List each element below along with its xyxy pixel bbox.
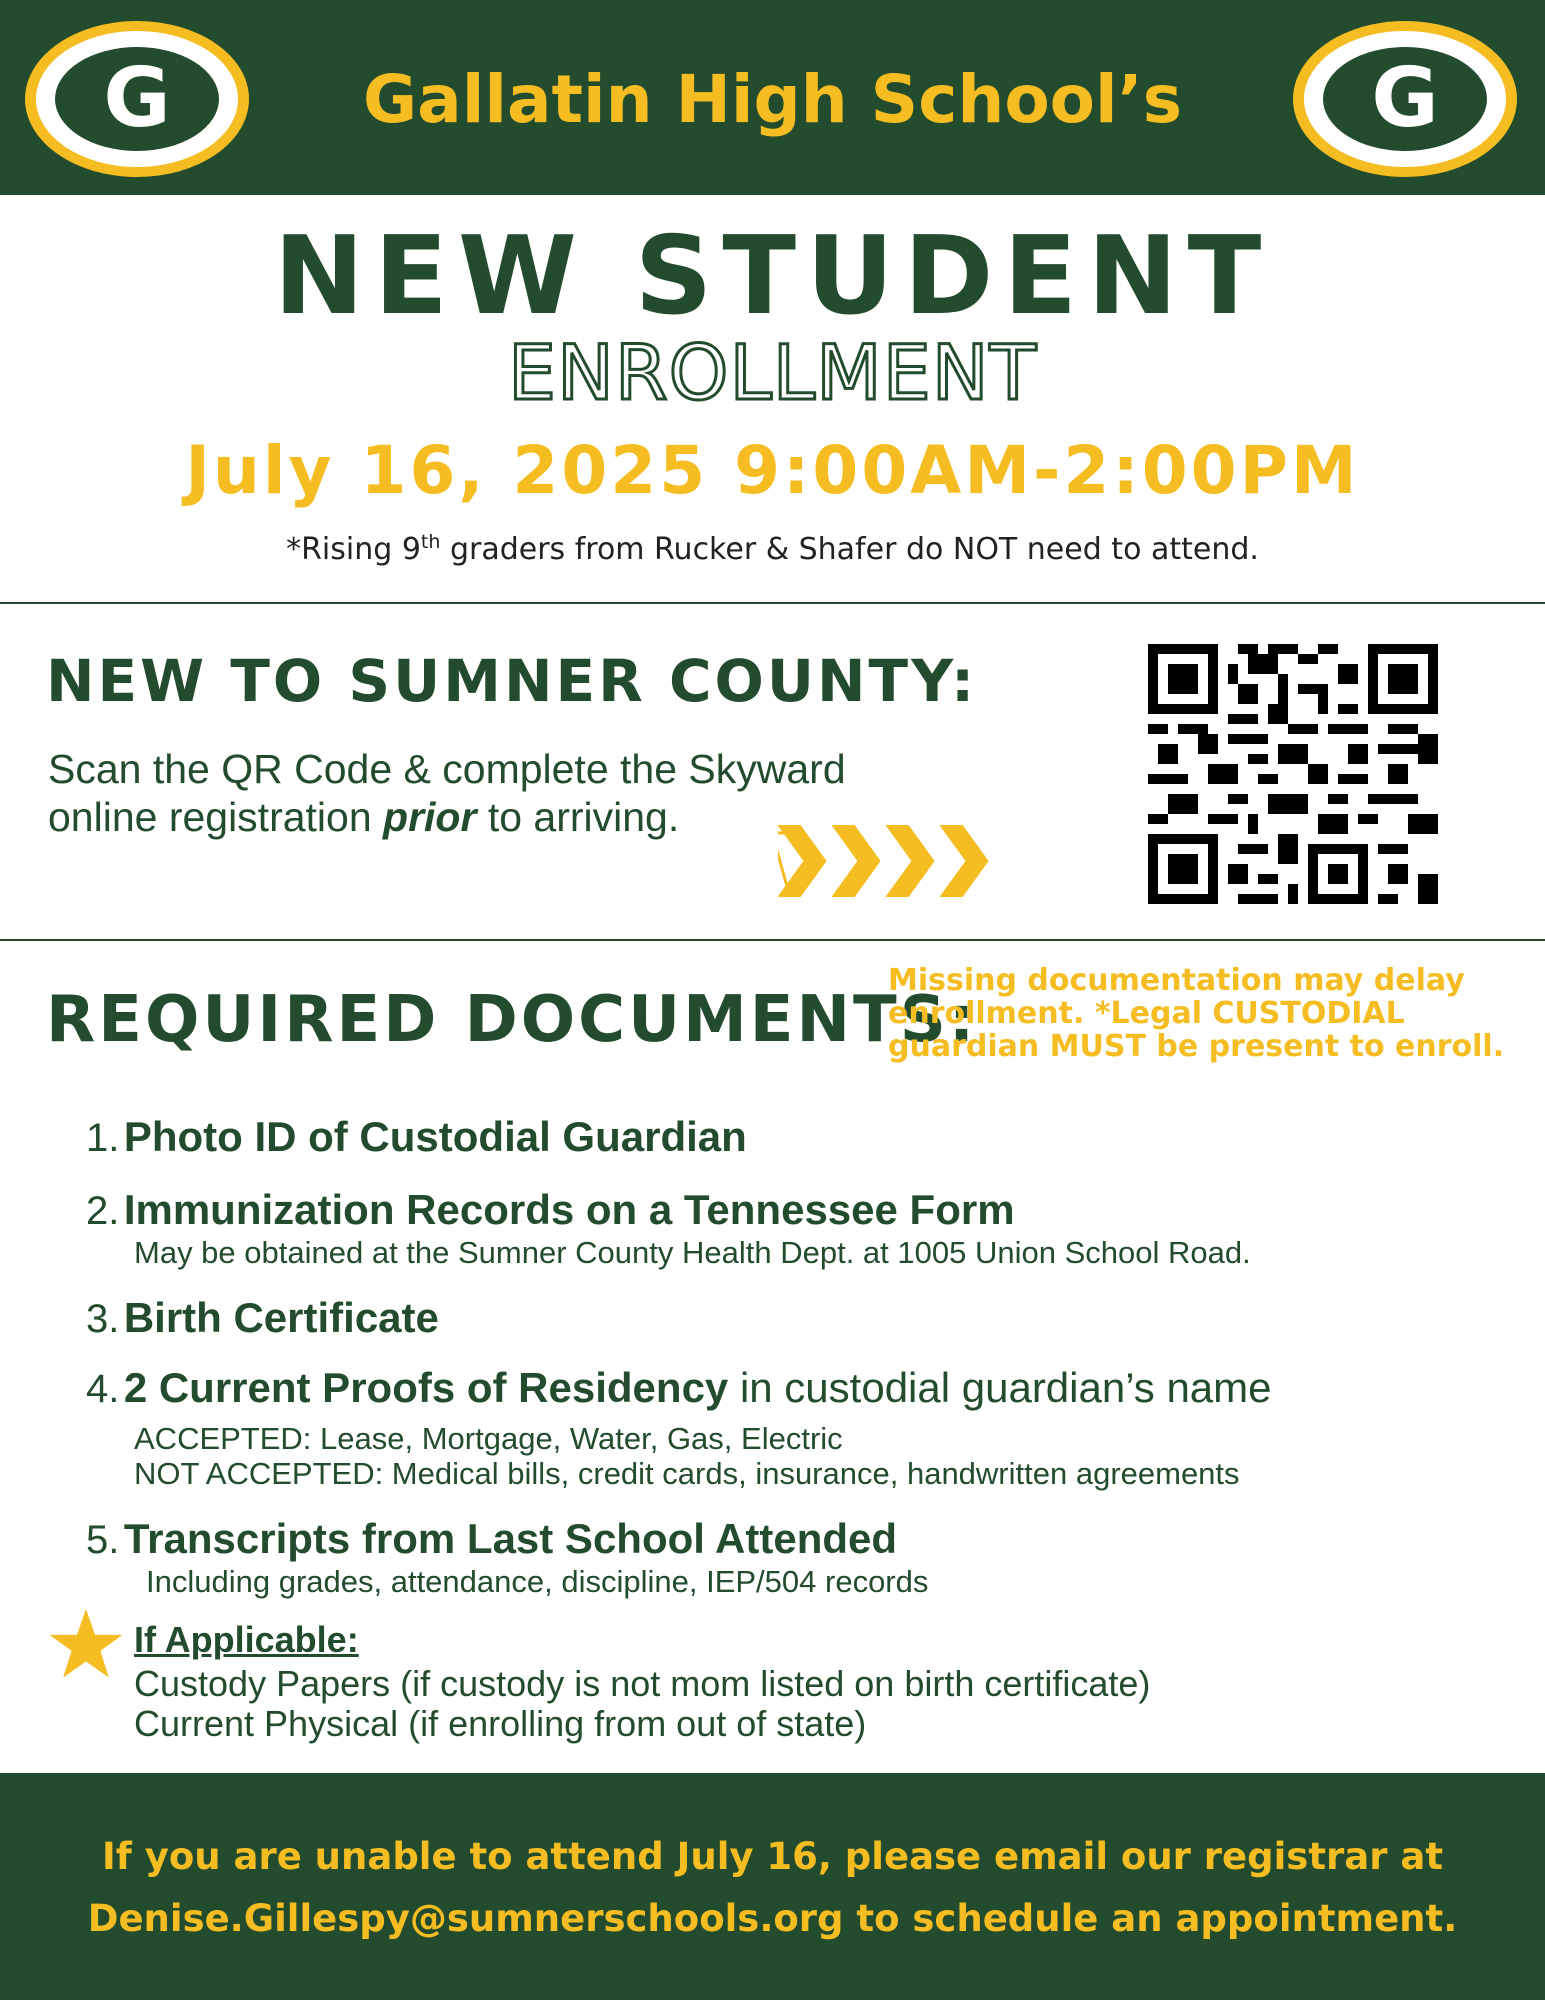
footer-band — [0, 1773, 1545, 2000]
attendance-note: *Rising 9th graders from Rucker & Shafer do NOT need to attend. — [286, 531, 1259, 567]
page-title: NEW STUDENT — [273, 214, 1272, 339]
scan-instruction-line-1: Scan the QR Code & complete the Skyward — [48, 746, 846, 792]
list-item-detail: ACCEPTED: Lease, Mortgage, Water, Gas, Electric — [134, 1421, 843, 1456]
footer-text-line-1: If you are unable to attend July 16, please email our registrar at — [101, 1835, 1444, 1878]
if-applicable-item: Current Physical (if enrolling from out of state) — [134, 1703, 867, 1744]
list-item: 1. Photo ID of Custodial Guardian — [86, 1113, 747, 1160]
list-item: 2. Immunization Records on a Tennessee Form — [86, 1186, 1015, 1233]
required-documents-heading: REQUIRED DOCUMENTS: — [46, 983, 978, 1057]
list-item: 3. Birth Certificate — [86, 1294, 439, 1341]
list-item-detail: NOT ACCEPTED: Medical bills, credit cards, insurance, handwritten agreements — [134, 1456, 1240, 1491]
qr-code[interactable] — [1148, 643, 1438, 905]
school-title: Gallatin High School’s — [362, 61, 1182, 138]
page-subtitle: ENROLLMENT — [507, 328, 1038, 417]
list-item: 4. 2 Current Proofs of Residency in custodial guardian’s name — [86, 1364, 1272, 1411]
if-applicable-item: Custody Papers (if custody is not mom listed on birth certificate) — [134, 1663, 1151, 1704]
if-applicable-label: If Applicable: — [134, 1619, 359, 1660]
school-logo-left — [22, 18, 252, 180]
logo-letter: G — [1371, 51, 1439, 146]
event-date: July 16, 2025 9:00AM-2:00PM — [185, 432, 1360, 509]
divider — [0, 602, 1545, 604]
missing-docs-warning: Missing documentation may delay enrollment. *Legal CUSTODIAL guardian MUST be present to enroll. — [888, 963, 1505, 1064]
star-icon — [48, 1606, 124, 1682]
scan-instruction-line-2: online registration prior to arriving. — [48, 794, 680, 840]
footer-text-line-2: Denise.Gillespy@sumnerschools.org to schedule an appointment. — [87, 1897, 1458, 1940]
list-item-detail: Including grades, attendance, discipline, IEP/504 records — [146, 1564, 929, 1599]
divider — [0, 939, 1545, 941]
logo-letter: G — [103, 51, 171, 146]
new-to-county-heading: NEW TO SUMNER COUNTY: — [46, 647, 978, 715]
list-item-detail: May be obtained at the Sumner County Health Dept. at 1005 Union School Road. — [134, 1235, 1251, 1270]
school-logo-right — [1290, 18, 1520, 180]
list-item: 5. Transcripts from Last School Attended — [86, 1515, 898, 1562]
arrow-chevrons-icon — [778, 825, 1010, 897]
